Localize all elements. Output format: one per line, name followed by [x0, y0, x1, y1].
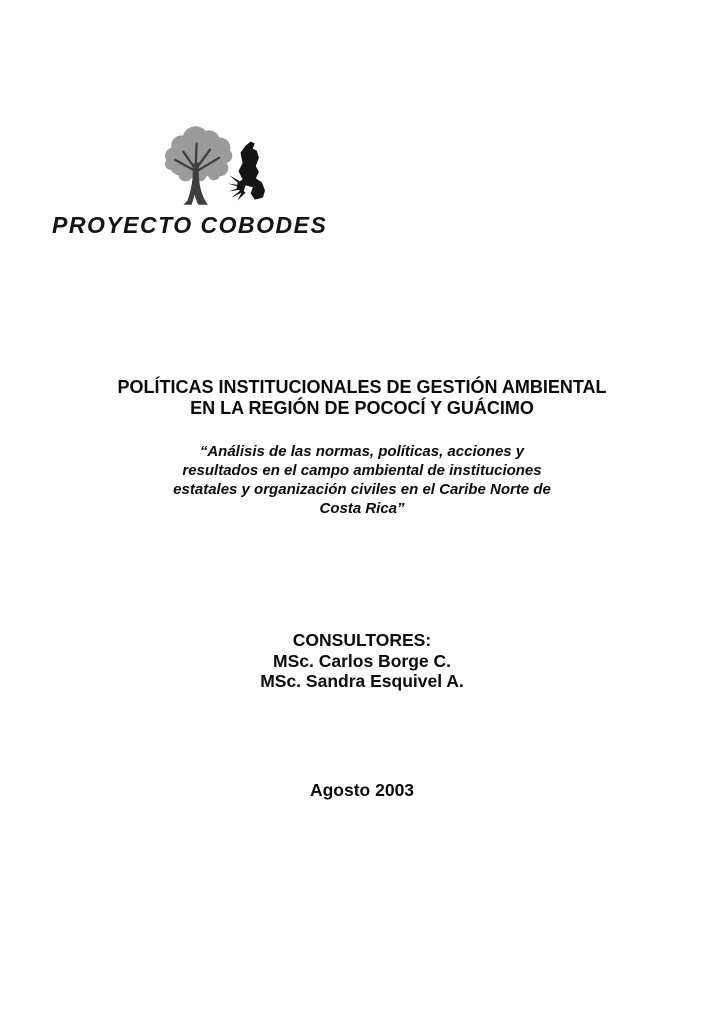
- document-subtitle: [0, 442, 724, 518]
- consultant-name: MSc. Sandra Esquivel A.: [260, 671, 464, 691]
- document-title: [0, 377, 724, 419]
- consultant-name: MSc. Carlos Borge C.: [273, 650, 451, 671]
- subtitle-line-3: estatales y organización civiles en el Caribe Norte de: [173, 481, 551, 498]
- consultants-section: [0, 630, 724, 692]
- logo-wordmark: PROYECTO COBODES: [52, 212, 328, 238]
- publication-date: Agosto 2003: [309, 780, 415, 800]
- monkey-icon: [227, 142, 265, 201]
- subtitle-line-2: resultados en el campo ambiental de instituciones: [182, 462, 542, 479]
- cobodes-logo: [163, 124, 265, 208]
- title-line-2: EN LA REGIÓN DE POCOCÍ Y GUÁCIMO: [190, 398, 534, 418]
- subtitle-line-1: “Análisis de las normas, políticas, acciones y: [199, 443, 525, 460]
- title-line-1: POLÍTICAS INSTITUCIONALES DE GESTIÓN AMBIENTAL: [117, 377, 607, 397]
- tree-and-monkey-illustration: [163, 124, 265, 208]
- consultants-heading: CONSULTORES:: [292, 630, 432, 650]
- subtitle-line-4: Costa Rica”: [319, 500, 405, 517]
